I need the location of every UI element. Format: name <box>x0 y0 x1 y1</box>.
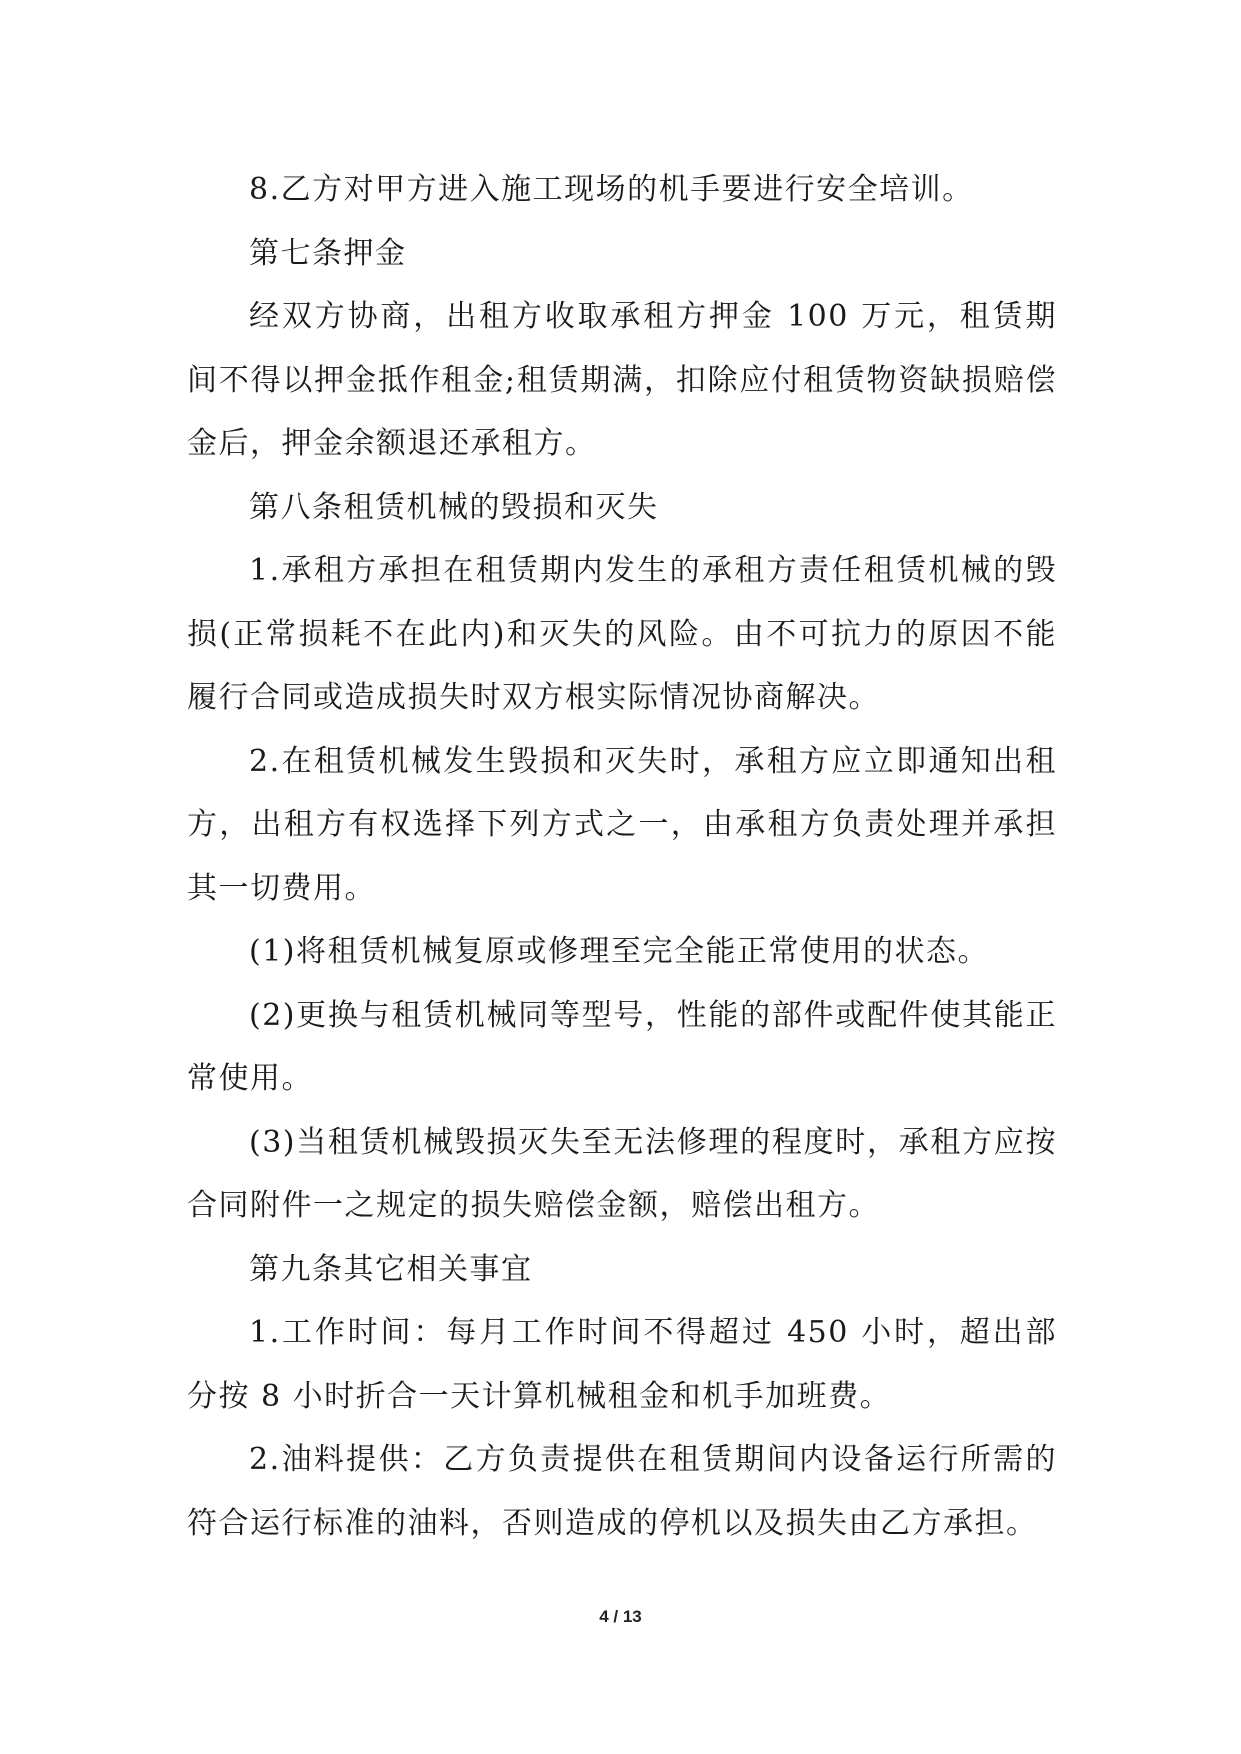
paragraph-deposit-terms: 经双方协商，出租方收取承租方押金 100 万元，租赁期间不得以押金抵作租金;租赁期满，扣除应付租赁物资缺损赔偿金后，押金余额退还承租方。 <box>187 299 1057 461</box>
paragraph-option-2: (2)更换与租赁机械同等型号，性能的部件或配件使其能正常使用。 <box>187 997 1057 1096</box>
paragraph-fuel-supply: 2.油料提供：乙方负责提供在租赁期间内设备运行所需的符合运行标准的油料，否则造成的停机以及损失由乙方承担。 <box>187 1442 1057 1541</box>
paragraph-safety-training: 8.乙方对甲方进入施工现场的机手要进行安全培训。 <box>249 172 974 207</box>
paragraph-option-3: (3)当租赁机械毁损灭失至无法修理的程度时，承租方应按合同附件一之规定的损失赔偿金额，赔偿出租方。 <box>187 1124 1057 1223</box>
paragraph-option-1: (1)将租赁机械复原或修理至完全能正常使用的状态。 <box>249 934 989 969</box>
heading-article-8-damage-loss: 第八条租赁机械的毁损和灭失 <box>249 489 659 525</box>
document-body <box>187 158 1057 1555</box>
page-number: 4 / 13 <box>599 1607 642 1626</box>
heading-article-9-other-matters: 第九条其它相关事宜 <box>249 1251 533 1287</box>
paragraph-working-hours: 1.工作时间：每月工作时间不得超过 450 小时，超出部分按 8 小时折合一天计算机械租金和机手加班费。 <box>187 1315 1057 1414</box>
heading-article-7-deposit: 第七条押金 <box>249 235 407 271</box>
paragraph-damage-risk: 1.承租方承担在租赁期内发生的承租方责任租赁机械的毁损(正常损耗不在此内)和灭失的风险。由不可抗力的原因不能履行合同或造成损失时双方根实际情况协商解决。 <box>187 553 1057 715</box>
paragraph-damage-notification: 2.在租赁机械发生毁损和灭失时，承租方应立即通知出租方，出租方有权选择下列方式之一，由承租方负责处理并承担其一切费用。 <box>187 743 1057 906</box>
